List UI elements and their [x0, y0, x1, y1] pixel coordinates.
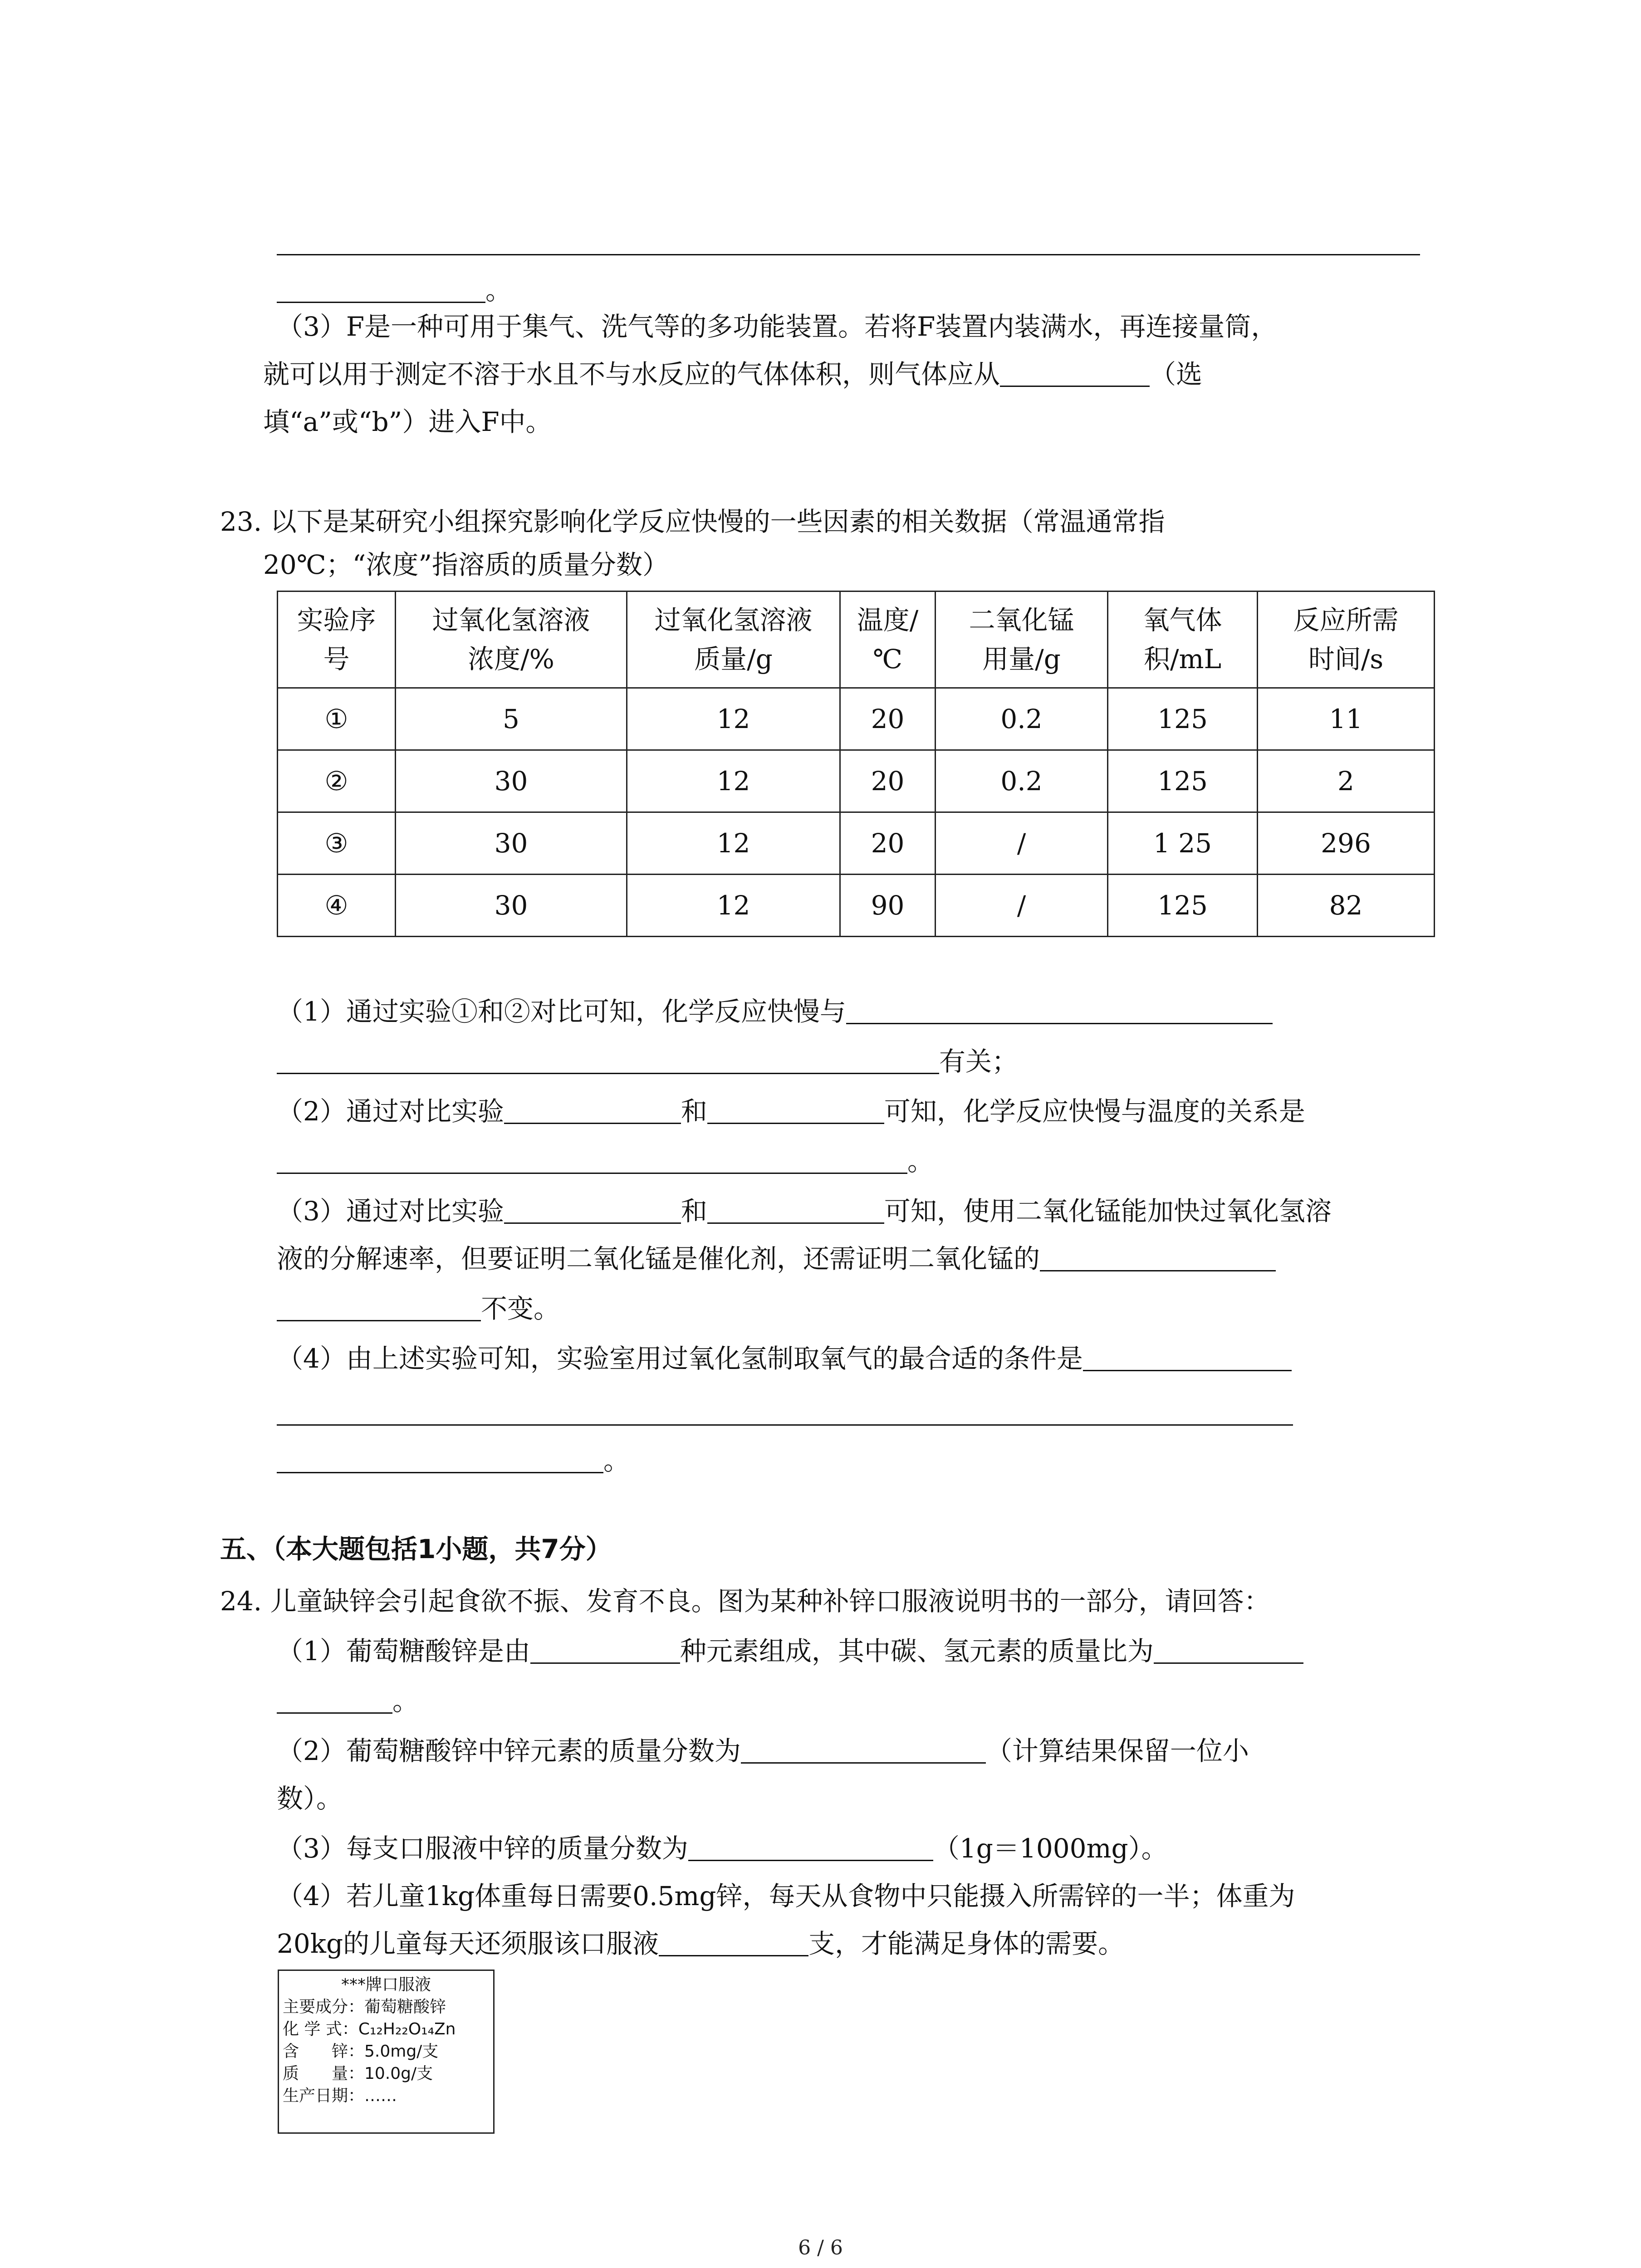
- q24-part4-text-end: 支，才能满足身体的需要。: [808, 1928, 1125, 1959]
- answer-blank[interactable]: [741, 1735, 986, 1764]
- answer-blank[interactable]: [504, 1195, 681, 1224]
- period: 。: [392, 1686, 419, 1716]
- answer-blank[interactable]: [1000, 358, 1150, 387]
- answer-blank[interactable]: [504, 1095, 681, 1124]
- q23-intro-line2: 20℃；“浓度”指溶质的质量分数）: [263, 549, 669, 580]
- answer-line[interactable]: [277, 254, 1420, 255]
- table-cell: ②: [278, 750, 396, 812]
- table-cell: 12: [627, 750, 840, 812]
- q24-part4-line1: （4）若儿童1kg体重每日需要0.5mg锌，每天从食物中只能摄入所需锌的一半；体重为: [277, 1881, 1295, 1911]
- page-number: 6 / 6: [798, 2236, 843, 2259]
- and-text: 和: [681, 1196, 707, 1227]
- table-cell: 11: [1258, 688, 1435, 750]
- header-cell: 温度/ ℃: [840, 591, 936, 688]
- q24-part2-line1: [277, 1733, 1249, 1769]
- q23-part1-end: 有关；: [939, 1046, 1019, 1077]
- label-mass: 质 量：10.0g/支: [283, 2064, 433, 2083]
- q23-part3-end: 不变。: [481, 1293, 560, 1324]
- q22-part3-line1: （3）F是一种可用于集气、洗气等的多功能装置。若将F装置内装满水，再连接量筒，: [277, 311, 1278, 342]
- table-cell: 90: [840, 875, 936, 937]
- table-cell: 30: [396, 750, 627, 812]
- q23-part2-line1: [277, 1093, 1305, 1129]
- label-formula: 化 学 式：C₁₂H₂₂O₁₄Zn: [283, 2020, 456, 2038]
- period: 。: [485, 275, 512, 306]
- q22-part3-line3: 填“a”或“b”）进入F中。: [263, 406, 552, 437]
- q22-part3-line2: [263, 356, 1202, 392]
- q24-part2-line2: 数）。: [277, 1783, 343, 1814]
- table-row: [278, 875, 1435, 937]
- label-date: 生产日期：……: [283, 2087, 397, 2105]
- q23-part1-text: （1）通过实验①和②对比可知，化学反应快慢与: [277, 996, 846, 1027]
- answer-blank[interactable]: [707, 1195, 884, 1224]
- table-cell: 2: [1258, 750, 1435, 812]
- label-title: ***牌口服液: [341, 1975, 431, 1994]
- header-cell: 过氧化氢溶液 质量/g: [627, 591, 840, 688]
- table-cell: 30: [396, 812, 627, 875]
- q23-part2-text: （2）通过对比实验: [277, 1096, 504, 1127]
- q22-part3-text-end: （选: [1150, 359, 1203, 390]
- q23-part2-line2: [277, 1143, 934, 1179]
- q23-part1-line1: [277, 993, 1273, 1030]
- answer-blank[interactable]: [277, 1685, 392, 1714]
- answer-blank[interactable]: [1040, 1243, 1276, 1271]
- answer-line-row: [277, 272, 512, 308]
- experiment-table: [277, 591, 1435, 937]
- answer-blank[interactable]: [277, 1445, 603, 1473]
- table-cell: 296: [1258, 812, 1435, 875]
- table-cell: 12: [627, 812, 840, 875]
- table-row: [278, 750, 1435, 812]
- table-cell: /: [936, 812, 1108, 875]
- q24-part3: [277, 1830, 1168, 1867]
- answer-blank[interactable]: [277, 1046, 939, 1074]
- answer-blank[interactable]: [707, 1095, 884, 1124]
- q22-part3-text: 就可以用于测定不溶于水且不与水反应的气体体积，则气体应从: [263, 359, 1000, 390]
- table-cell: 125: [1108, 750, 1258, 812]
- period: 。: [907, 1146, 934, 1177]
- answer-blank[interactable]: [688, 1833, 933, 1861]
- table-cell: ④: [278, 875, 396, 937]
- table-cell: 0.2: [936, 750, 1108, 812]
- q24-part4-text: 20kg的儿童每天还须服该口服液: [277, 1928, 659, 1959]
- answer-line[interactable]: [277, 1424, 1293, 1426]
- label-ingredient: 主要成分：葡萄糖酸锌: [283, 1998, 446, 2016]
- q24-intro: 24. 儿童缺锌会引起食欲不振、发育不良。图为某种补锌口服液说明书的一部分，请回答：: [220, 1586, 1270, 1617]
- table-cell: ③: [278, 812, 396, 875]
- q23-part3-line1: [277, 1193, 1332, 1229]
- q24-part1-line2: [277, 1683, 419, 1719]
- q24-part1-line1: [277, 1633, 1303, 1669]
- q23-part1-line2: [277, 1043, 1018, 1080]
- table-cell: 20: [840, 688, 936, 750]
- answer-blank[interactable]: [846, 996, 1273, 1024]
- header-cell: 反应所需 时间/s: [1258, 591, 1435, 688]
- q23-part3-line3: [277, 1290, 560, 1327]
- q23-part3-text-2: 液的分解速率，但要证明二氧化锰是催化剂，还需证明二氧化锰的: [277, 1243, 1040, 1274]
- header-cell: 氧气体 积/mL: [1108, 591, 1258, 688]
- q24-part3-text-end: （1g＝1000mg）。: [933, 1833, 1168, 1864]
- q24-part1-text: （1）葡萄糖酸锌是由: [277, 1636, 530, 1667]
- and-text: 和: [681, 1096, 707, 1127]
- table-cell: 125: [1108, 875, 1258, 937]
- table-cell: 30: [396, 875, 627, 937]
- table-header-row: [278, 591, 1435, 688]
- table-cell: 125: [1108, 688, 1258, 750]
- answer-blank[interactable]: [1154, 1635, 1303, 1664]
- q23-intro-line1: 23. 以下是某研究小组探究影响化学反应快慢的一些因素的相关数据（常温通常指: [220, 506, 1165, 537]
- q23-part2-text-end: 可知，化学反应快慢与温度的关系是: [884, 1096, 1305, 1127]
- q23-part4-line3: [277, 1442, 630, 1479]
- section-heading: 五、（本大题包括1小题，共7分）: [220, 1534, 612, 1564]
- q23-part4-text: （4）由上述实验可知，实验室用过氧化氢制取氧气的最合适的条件是: [277, 1343, 1083, 1374]
- answer-blank[interactable]: [1083, 1343, 1292, 1371]
- table-cell: 5: [396, 688, 627, 750]
- table-cell: 1 25: [1108, 812, 1258, 875]
- table-cell: 20: [840, 812, 936, 875]
- q23-part3-text-end: 可知，使用二氧化锰能加快过氧化氢溶: [884, 1196, 1332, 1227]
- header-cell: 二氧化锰 用量/g: [936, 591, 1108, 688]
- table-row: [278, 812, 1435, 875]
- header-cell: 实验序 号: [278, 591, 396, 688]
- q23-part4-line1: [277, 1340, 1292, 1377]
- q23-part3-text: （3）通过对比实验: [277, 1196, 504, 1227]
- table-cell: 82: [1258, 875, 1435, 937]
- label-zinc: 含 锌：5.0mg/支: [283, 2042, 439, 2061]
- answer-blank[interactable]: [277, 1145, 907, 1174]
- table-cell: /: [936, 875, 1108, 937]
- q24-part2-text: （2）葡萄糖酸锌中锌元素的质量分数为: [277, 1735, 741, 1766]
- q24-part4-line2: [277, 1926, 1124, 1962]
- table-cell: 0.2: [936, 688, 1108, 750]
- table-cell: 20: [840, 750, 936, 812]
- answer-blank[interactable]: [277, 1293, 481, 1321]
- header-cell: 过氧化氢溶液 浓度/%: [396, 591, 627, 688]
- table-cell: 12: [627, 688, 840, 750]
- q24-part3-text: （3）每支口服液中锌的质量分数为: [277, 1833, 688, 1864]
- answer-blank[interactable]: [277, 274, 485, 303]
- q24-part2-text-end: （计算结果保留一位小: [985, 1735, 1249, 1766]
- q24-part1-text-end: 种元素组成，其中碳、氢元素的质量比为: [680, 1636, 1154, 1667]
- table-cell: 12: [627, 875, 840, 937]
- answer-blank[interactable]: [659, 1928, 808, 1956]
- product-label: [278, 1970, 495, 2134]
- answer-blank[interactable]: [530, 1635, 680, 1664]
- q23-part3-line2: [277, 1241, 1276, 1277]
- table-cell: ①: [278, 688, 396, 750]
- period: 。: [603, 1445, 630, 1476]
- table-row: [278, 688, 1435, 750]
